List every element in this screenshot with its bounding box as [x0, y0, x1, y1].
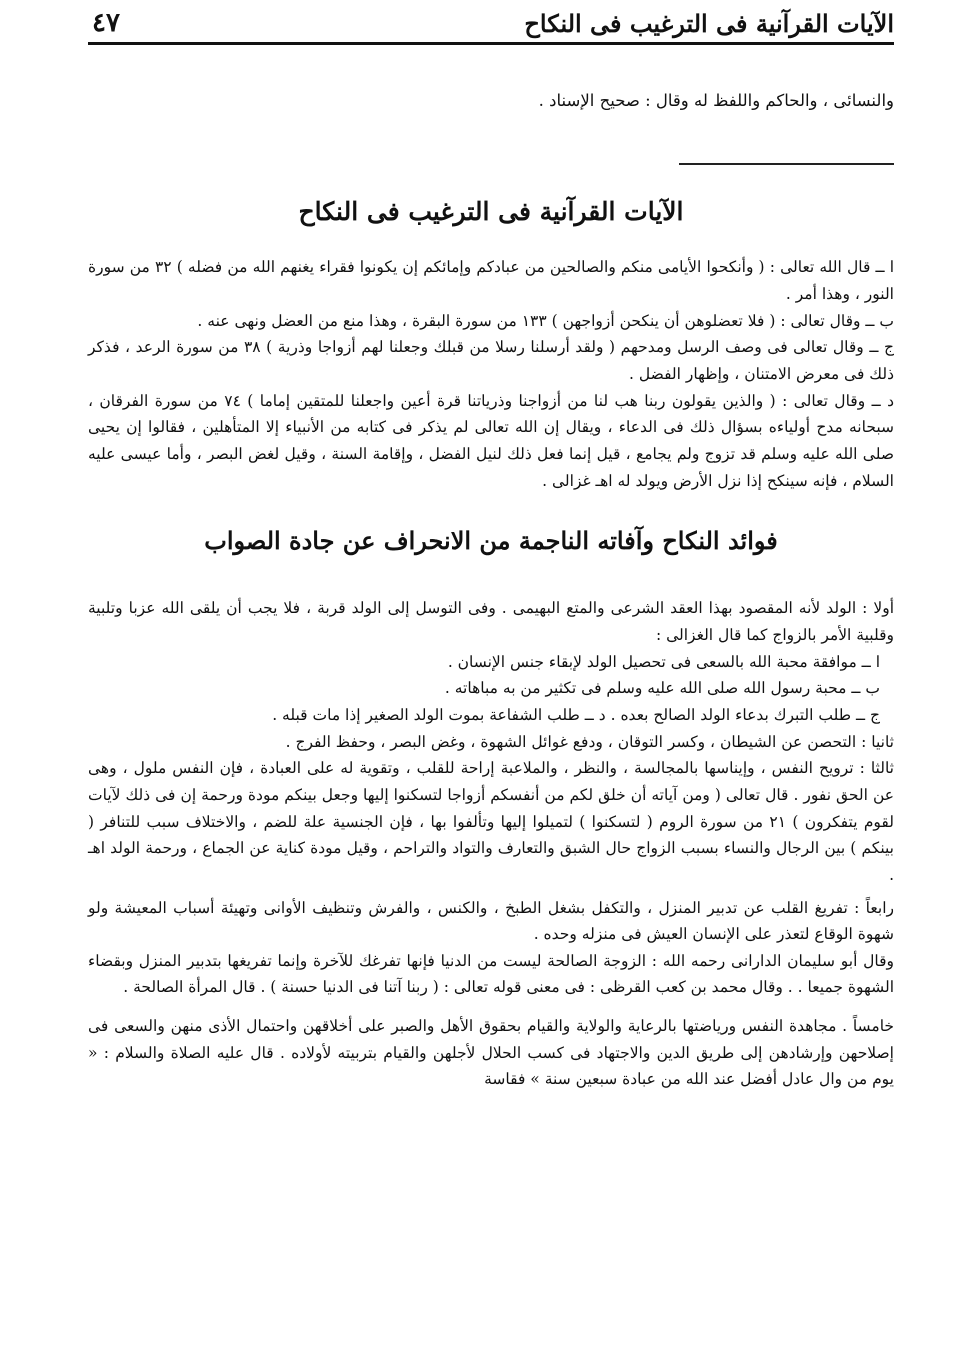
section-heading-benefits: فوائد النكاح وآفاته الناجمة من الانحراف عن جادة الصواب — [204, 526, 778, 556]
quote-darani: وقال أبو سليمان الدارانى رحمه الله : الزوجة الصالحة ليست من الدنيا فإنها تفرغك للآخرة وإنما تفريغها بتدبير المنزل وبقضاء الشهوة جميعا . . وقال محمد بن كعب القرظى : فى معنى قوله تعالى : ( ربنا آتنا فى الدنيا حسنة ) . قال المرأة الصالحة . — [88, 951, 894, 997]
verses-list — [88, 254, 894, 494]
benefit-fourth: رابعاً : تفريغ القلب عن تدبير المنزل ، والتكفل بشغل الطبخ ، والكنس ، والفرش وتنظيف الأوانى وتهيئة أسباب المعيشة ولو شهوة الوقاع لتعذر على الإنسان العيش فى منزله وحده . — [88, 898, 894, 944]
benefit-third: ثالثا : ترويح النفس ، وإيناسها بالمجالسة ، والنظر ، والملاعبة إراحة للقلب ، وتقوية له على العبادة ، فإن النفس ملول ، وهى عن الحق نفور . قال تعالى ( ومن آياته أن خلق لكم من أنفسكم أزواجا لتسكنوا إليها وجعل بينكم مودة ورحمة إن فى ذلك لآيات لقوم يتفكرون ) ٢١ من سورة الروم ( لتسكنوا ) لتميلوا إليها وتألفوا بها ، فإن الجنسية علة للضم ، والاختلاف سبب للتنافر ( بينكم ) بين الرجال والنساء بسبب الزواج حال الشبق والتعارف والتواد والتراحم ، وقيل مودة كناية عن الجماع ، ورحمة الولد اهـ . — [88, 759, 894, 884]
benefit-sub-item-b: ب ــ محبة رسول الله صلى الله عليه وسلم فى تكثير من به مباهاته . — [444, 679, 880, 698]
header-rule — [88, 42, 894, 45]
section-divider — [679, 163, 894, 165]
running-header — [88, 0, 894, 38]
verse-item-d: د ــ وقال تعالى : ( والذين يقولون ربنا هب لنا من أزواجنا وذرياتنا قرة أعين واجعلنا للمتقين إماما ) ٧٤ من سورة الفرقان ، سبحانه مدح أولياءه بسؤال ذلك فى الدعاء ، ويقال إن الله تعالى لم يذكر فى كتابه من الأنبياء إلا المتأهلين ، فقالوا إن يحيى صلى الله عليه وسلم قد تزوج ولم يجامع ، قيل إنما فعل ذلك لنيل الفضل ، وإقامة السنة ، وقيل لغض البصر ، وأما عيسى عليه السلام ، فإنه سينكح إذا نزل الأرض ويولد له اهـ غزالى . — [88, 391, 894, 490]
benefit-fifth: خامساً . مجاهدة النفس ورياضتها بالرعاية والولاية والقيام بحقوق الأهل والصبر على أخلاقهن واحتمال الأذى منهن والسعى فى إصلاحهن وإرشادهن إلى طريق الدين والاجتهاد فى كسب الحلال لأجلهن والقيام بتربيته لأولاده . قال عليه الصلاة والسلام : « يوم من وال عادل أفضل عند الله من عبادة سبعين سنة » فقاسة — [88, 1017, 894, 1089]
intro-line: والنسائى ، والحاكم واللفظ له وقال : صحيح الإسناد . — [538, 91, 894, 110]
page-number: ٤٧ — [92, 8, 120, 38]
running-title: الآيات القرآنية فى الترغيب فى النكاح — [524, 9, 894, 38]
spacer — [88, 1001, 894, 1013]
verse-item-b: ب ــ وقال تعالى : ( فلا تعضلوهن أن ينكحن أزواجهن ) ١٣٣ من سورة البقرة ، وهذا منع من العضل ونهى عنه . — [197, 311, 894, 330]
benefit-second: ثانيا : التحصن عن الشيطان ، وكسر التوقان ، ودفع غوائل الشهوة ، وغض البصر ، وحفظ الفرج . — [285, 732, 894, 751]
verse-item-a: ا ــ قال الله تعالى : ( وأنكحوا الأيامى منكم والصالحين من عبادكم وإمائكم إن يكونوا فقراء يغنهم الله من فضله ) ٣٢ من سورة النور ، وهذا أمر . — [88, 258, 894, 304]
benefit-first: أولا : الولد لأنه المقصود بهذا العقد الشرعى والمتع البهيمى . وفى التوسل إلى الولد قربة ، فلا يجب أن يلقى الله عزبا وتلبية وقلبية الأمر بالزواج كما قال الغزالى : — [88, 599, 894, 644]
section-heading-verses: الآيات القرآنية فى الترغيب فى النكاح — [298, 197, 684, 227]
benefits-body — [88, 595, 894, 1093]
benefit-sub-item-c-d: ج ــ طلب التبرك بدعاء الولد الصالح بعده . د ــ طلب الشفاعة بموت الولد الصغير إذا مات قبله . — [272, 705, 880, 724]
verse-item-c: ج ــ وقال تعالى فى وصف الرسل ومدحهم ( ولقد أرسلنا رسلا من قبلك وجعلنا لهم أزواجا وذرية ) ٣٨ من سورة الرعد ، فذكر ذلك فى معرض الامتنان ، وإظهار الفضل . — [88, 338, 894, 383]
benefit-sub-item-a: ا ــ موافقة محبة الله بالسعى فى تحصيل الولد لإبقاء جنس الإنسان . — [447, 652, 880, 671]
